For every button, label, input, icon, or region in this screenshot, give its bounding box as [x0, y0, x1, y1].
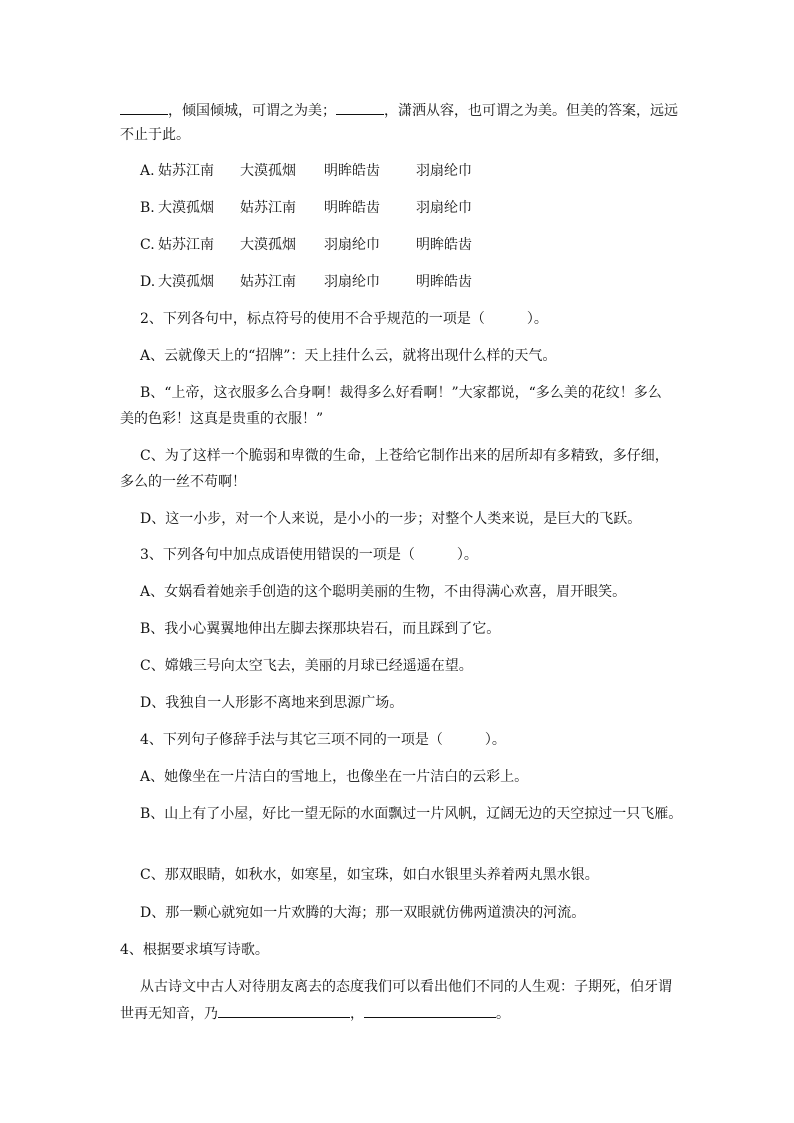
question-3-option-d: D、我独自一人形影不离地来到思源广场。 [140, 695, 404, 711]
fill-blank[interactable] [364, 1003, 496, 1018]
intro-line-1: ，倾国倾城，可谓之为美； ，潇洒从容，也可谓之为美。但美的答案，远远 [120, 100, 678, 120]
question-4-option-a: A、她像坐在一片洁白的雪地上，也像坐在一片洁白的云彩上。 [140, 769, 529, 785]
question-3-stem: 3、下列各句中加点成语使用错误的一项是（ ）。 [140, 547, 478, 563]
intro-line-2: 不止于此。 [120, 127, 190, 143]
question-2-option-b-line-1: B、“上帝，这衣服多么合身啊！裁得多么好看啊！”大家都说，“多么美的花纹！多么 [140, 385, 662, 401]
question-3-option-c: C、嫦娥三号向太空飞去，美丽的月球已经遥遥在望。 [140, 658, 473, 674]
fill-blank[interactable] [218, 1003, 350, 1018]
question-2-option-c-line-1: C、为了这样一个脆弱和卑微的生命，上苍给它制作出来的居所却有多精致，多仔细， [140, 448, 669, 464]
question-2-option-a: A、云就像天上的“招牌”：天上挂什么云，就将出现什么样的天气。 [140, 348, 557, 364]
question-2-option-d: D、这一小步，对一个人来说，是小小的一步；对整个人类来说，是巨大的飞跃。 [140, 511, 642, 527]
fill-blank[interactable] [120, 100, 168, 115]
question-2-stem: 2、下列各句中，标点符号的使用不合乎规范的一项是（ ）。 [140, 311, 548, 327]
question-4-option-c: C、那双眼睛，如秋水，如寒星，如宝珠，如白水银里头养着两丸黑水银。 [140, 867, 599, 883]
option-d: D. 大漠孤烟 姑苏江南 羽扇纶巾 明眸皓齿 [140, 274, 472, 290]
question-4-option-b: B、山上有了小屋，好比一望无际的水面飘过一片风帆，辽阔无边的天空掠过一只飞雁。 [140, 806, 683, 822]
fill-blank[interactable] [336, 100, 384, 115]
option-a: A. 姑苏江南 大漠孤烟 明眸皓齿 羽扇纶巾 [140, 163, 472, 179]
option-b: B. 大漠孤烟 姑苏江南 明眸皓齿 羽扇纶巾 [140, 200, 472, 216]
question-5-stem: 4、根据要求填写诗歌。 [120, 942, 269, 958]
question-5-line-1: 从古诗文中古人对待朋友离去的态度我们可以看出他们不同的人生观：子期死，伯牙谓 [140, 979, 672, 995]
question-2-option-b-line-2: 美的色彩！这真是贵重的衣服！” [120, 411, 324, 427]
question-3-option-b: B、我小心翼翼地伸出左脚去探那块岩石，而且踩到了它。 [140, 621, 501, 637]
option-c: C. 姑苏江南 大漠孤烟 羽扇纶巾 明眸皓齿 [140, 237, 472, 253]
question-2-option-c-line-2: 多么的一丝不苟啊！ [120, 474, 246, 490]
question-4-option-d: D、那一颗心就宛如一片欢腾的大海；那一双眼就仿佛两道溃决的河流。 [140, 905, 586, 921]
question-4-stem: 4、下列句子修辞手法与其它三项不同的一项是（ ）。 [140, 732, 506, 748]
question-5-line-2: 世再无知音，乃 ， 。 [120, 1003, 510, 1023]
question-3-option-a: A、女娲看着她亲手创造的这个聪明美丽的生物，不由得满心欢喜，眉开眼笑。 [140, 584, 627, 600]
